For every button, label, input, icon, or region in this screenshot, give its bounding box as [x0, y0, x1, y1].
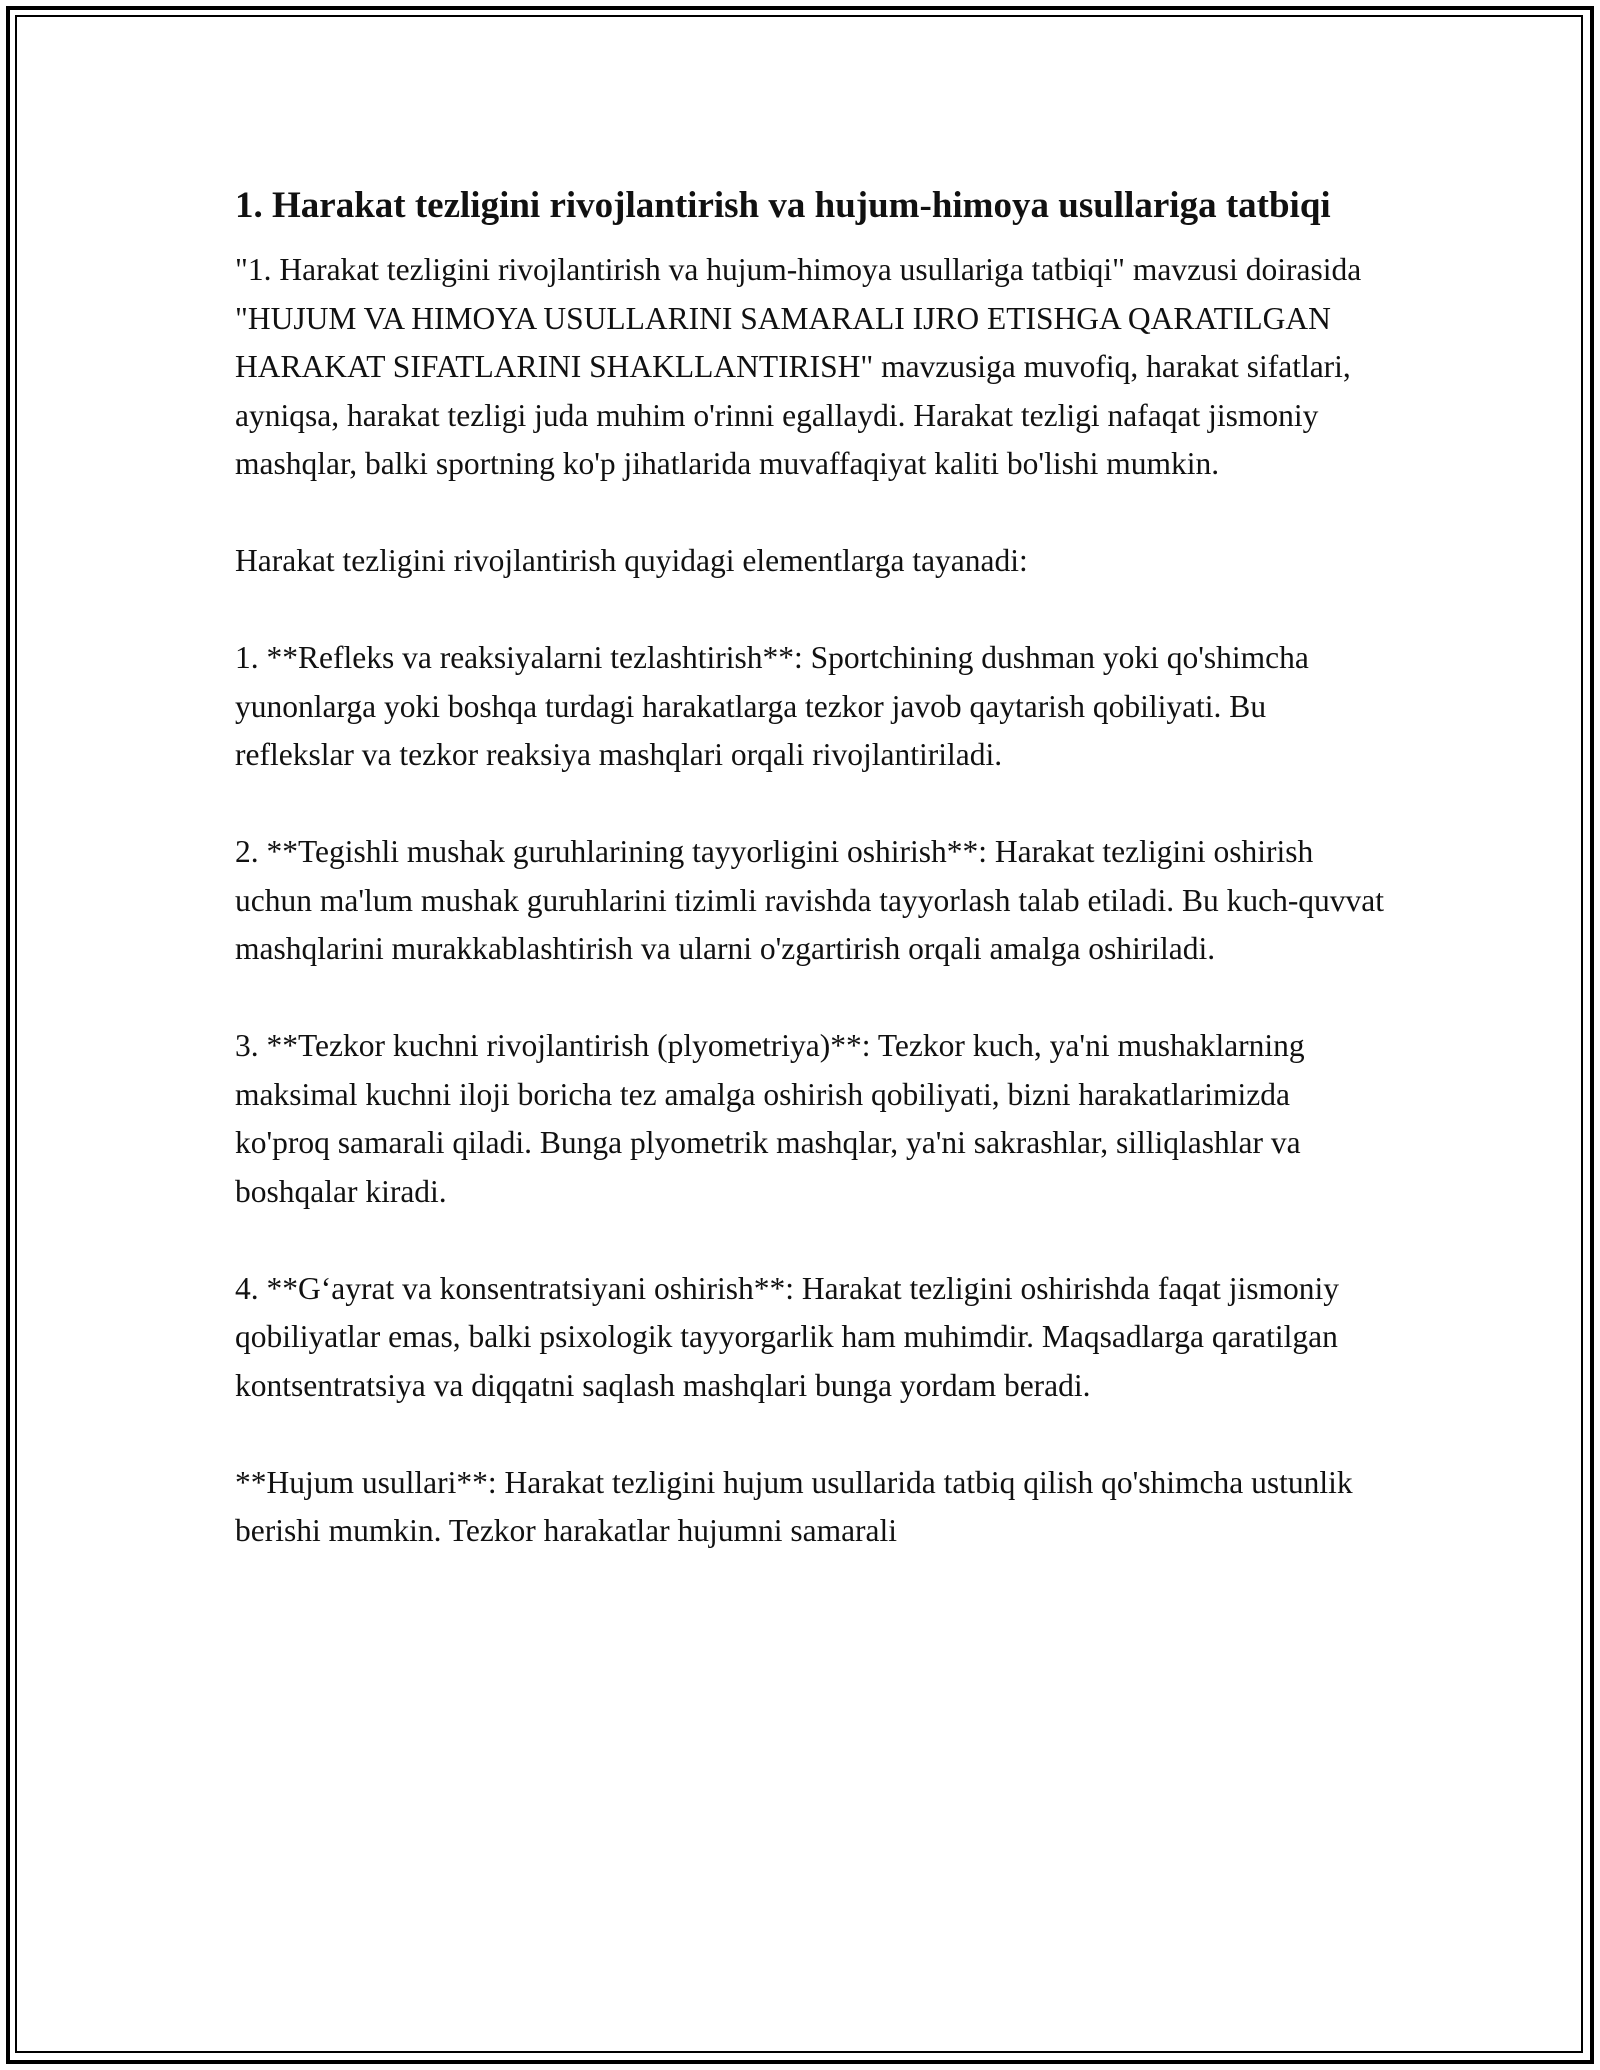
document-title: 1. Harakat tezligini rivojlantirish va hujum-himoya usullariga tatbiqi — [235, 185, 1331, 226]
paragraph-item-2: 2. **Tegishli mushak guruhlarining tayyorligini oshirish**: Harakat tezligini oshirish uchun ma'lum mushak guruhlarini tizimli ravishda tayyorlash talab etiladi. Bu kuch-quvvat mashqlarini murakkablashtirish va ularni o'zgartirish orqali amalga oshiriladi. — [235, 834, 1385, 966]
paragraph-item-4: 4. **G‘ayrat va konsentratsiyani oshirish**: Harakat tezligini oshirishda faqat jismoniy qobiliyatlar emas, balki psixologik tayyorgarlik ham muhimdir. Maqsadlarga qaratilgan kontsentratsiya va diqqatni saqlash mashqlari bunga yordam beradi. — [235, 1270, 1340, 1403]
paragraph-elements-lead: Harakat tezligini rivojlantirish quyidagi elementlarga tayanadi: — [235, 543, 1028, 578]
document-body — [235, 182, 1385, 1604]
paragraph-intro: "1. Harakat tezligini rivojlantirish va hujum-himoya usullariga tatbiqi" mavzusi doirasida "HUJUM VA HIMOYA USULLARINI SAMARALI IJRO ETISHGA QARATILGAN HARAKAT SIFATLARINI SHAKLLANTIRISH" mavzusiga muvofiq, harakat sifatlari, ayniqsa, harakat tezligi juda muhim o'rinni egallaydi. Harakat tezligi nafaqat jismoniy mashqlar, balki sportning ko'p jihatlarida muvaffaqiyat kaliti bo'lishi mumkin. — [235, 252, 1362, 481]
paragraph-item-1: 1. **Refleks va reaksiyalarni tezlashtirish**: Sportchining dushman yoki qo'shimcha yunonlarga yoki boshqa turdagi harakatlarga tezkor javob qaytarish qobiliyati. Bu reflekslar va tezkor reaksiya mashqlari orqali rivojlantiriladi. — [235, 640, 1309, 772]
paragraph-attack-methods: **Hujum usullari**: Harakat tezligini hujum usullarida tatbiq qilish qo'shimcha ustunlik berishi mumkin. Tezkor harakatlar hujumni samarali — [235, 1464, 1353, 1548]
paragraph-item-3: 3. **Tezkor kuchni rivojlantirish (plyometriya)**: Tezkor kuch, ya'ni mushaklarning maksimal kuchni iloji boricha tez amalga oshirish qobiliyati, bizni harakatlarimizda ko'proq samarali qiladi. Bunga plyometrik mashqlar, ya'ni sakrashlar, silliqlashlar va boshqalar kiradi. — [235, 1028, 1305, 1209]
